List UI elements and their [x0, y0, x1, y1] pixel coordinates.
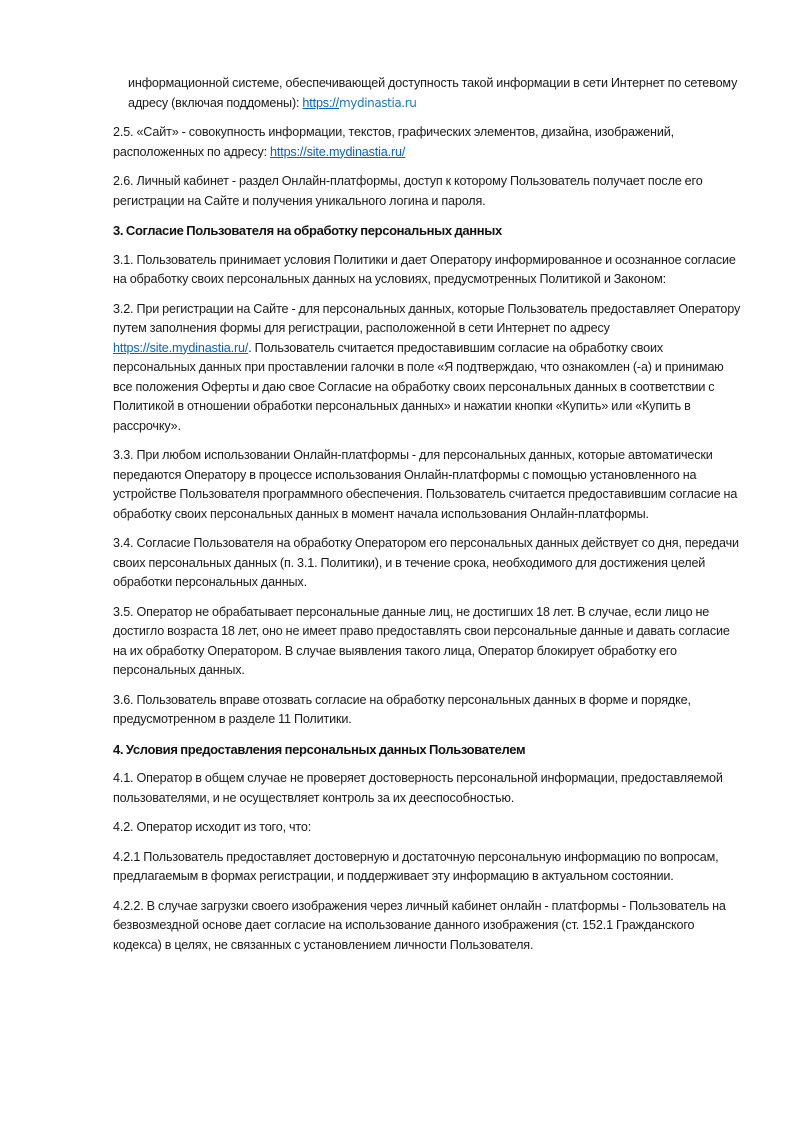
paragraph-3-5: 3.5. Оператор не обрабатывает персональные данные лиц, не достигших 18 лет. В случае, если лицо не достигло возраста 18 лет, оно не имеет право предоставлять свои персональные данные и давать согласие на их обработку Оператором. В случае выявления такого лица, Оператор блокирует обработку его персональных данных.	[113, 604, 730, 677]
mydinastia-link-domain[interactable]: mydinastia.ru	[339, 95, 417, 110]
registration-site-link[interactable]: https://site.mydinastia.ru/	[113, 340, 249, 355]
paragraph-3-6: 3.6. Пользователь вправе отозвать согласие на обработку персональных данных в форме и порядке, предусмотренном в разделе 11 Политики.	[113, 692, 691, 726]
paragraph-text: 3.2. При регистрации на Сайте - для персональных данных, которые Пользователь предоставляет Оператору путем заполнения формы для регистрации, расположенной в сети Интернет по адресу	[113, 301, 741, 335]
section-4-heading: 4. Условия предоставления персональных данных Пользователем	[113, 741, 526, 757]
paragraph-4-2: 4.2. Оператор исходит из того, что:	[113, 820, 312, 834]
paragraph-3-3: 3.3. При любом использовании Онлайн-платформы - для персональных данных, которые автоматически передаются Оператору в процессе использования Онлайн-платформы с помощью установленного на устройстве Пользователя программного обеспечения. Пользователь считается предоставившим согласие на обработку своих персональных данных в момент начала использования Онлайн-платформы.	[113, 448, 738, 521]
paragraph-4-2-1: 4.2.1 Пользователь предоставляет достоверную и достаточную персональную информацию по вопросам, предлагаемым в формах регистрации, и поддерживает эту информацию в актуальном состоянии.	[113, 849, 719, 883]
section-3-heading: 3. Согласие Пользователя на обработку персональных данных	[113, 223, 502, 238]
paragraph-text: информационной системе, обеспечивающей доступность такой информации в сети Интернет по сетевому адресу (включая поддомены):	[128, 76, 738, 110]
paragraph-2-6: 2.6. Личный кабинет - раздел Онлайн-платформы, доступ к которому Пользователь получает после его регистрации на Сайте и получения уникального логина и пароля.	[113, 174, 703, 208]
site-mydinastia-link[interactable]: https://site.mydinastia.ru/	[270, 144, 406, 159]
paragraph-text: 2.5. «Сайт» - совокупность информации, текстов, графических элементов, дизайна, изображений, расположенных по адресу:	[113, 125, 674, 159]
mydinastia-link-protocol[interactable]: https://	[302, 95, 340, 110]
paragraph-intro-continuation	[113, 74, 741, 113]
paragraph-4-2-2: 4.2.2. В случае загрузки своего изображения через личный кабинет онлайн - платформы - Пользователь на безвозмездной основе дает согласие на использование данного изображения (ст. 152.1 Гражданского кодекса) в целях, не связанных с установлением личности Пользователя.	[113, 898, 726, 952]
paragraph-2-5	[113, 123, 741, 162]
paragraph-3-2	[113, 300, 741, 437]
paragraph-3-1: 3.1. Пользователь принимает условия Политики и дает Оператору информированное и осознанное согласие на обработку своих персональных данных на условиях, предусмотренных Политикой и Законом:	[113, 252, 736, 286]
paragraph-text: . Пользователь считается предоставившим согласие на обработку своих персональных данных при проставлении галочки в поле «Я подтверждаю, что ознакомлен (-а) и принимаю все положения Оферты и даю свое Согласие на обработку своих персональных данных в соответствии с Политикой в отношении обработки персональных данных» и нажатии кнопки «Купить» или «Купить в рассрочку».	[113, 340, 724, 433]
document-page	[113, 74, 741, 965]
paragraph-4-1: 4.1. Оператор в общем случае не проверяет достоверность персональной информации, предоставляемой пользователями, и не осуществляет контроль за их дееспособностью.	[113, 771, 723, 805]
paragraph-3-4: 3.4. Согласие Пользователя на обработку Оператором его персональных данных действует со дня, передачи своих персональных данных (п. 3.1. Политики), и в течение срока, необходимого для достижения целей обработки персональных данных.	[113, 536, 739, 589]
